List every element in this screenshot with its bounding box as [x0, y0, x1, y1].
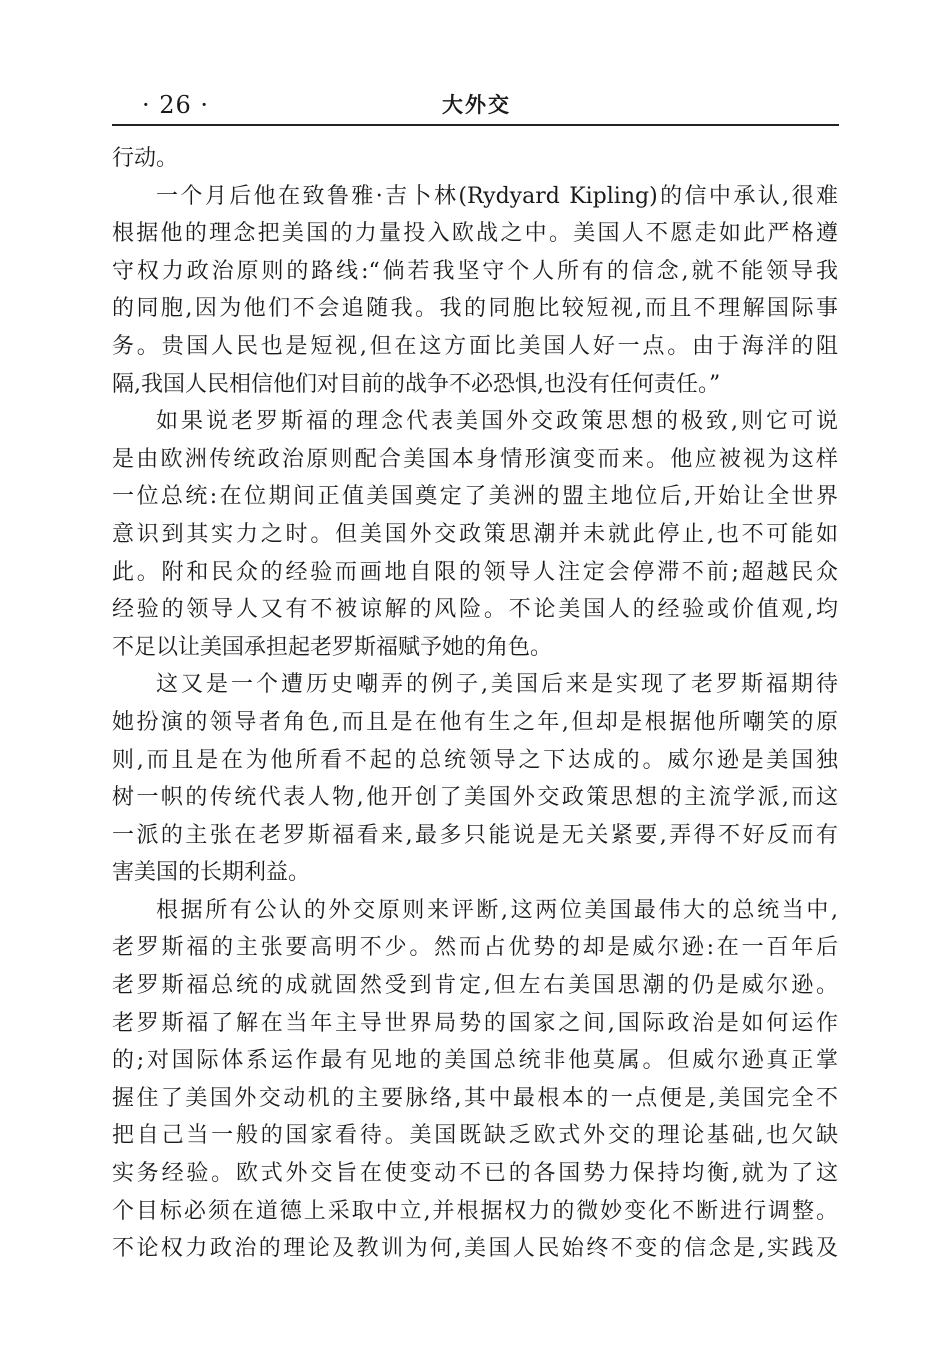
text-line: 务。贵国人民也是短视,但在这方面比美国人好一点。由于海洋的阻	[112, 333, 838, 359]
text-line: 根据所有公认的外交原则来评断,这两位美国最伟大的总统当中,	[156, 897, 838, 923]
text-line: 隔,我国人民相信他们对目前的战争不必恐惧,也没有任何责任。”	[112, 371, 721, 397]
text-line: 行动。	[112, 146, 179, 171]
text-line: 一个月后他在致鲁雅·吉卜林(Rydyard Kipling)的信中承认,很难	[156, 183, 838, 209]
text-line: 的;对国际体系运作最有见地的美国总统非他莫属。但威尔逊真正掌	[112, 1048, 838, 1074]
text-line: 守权力政治原则的路线:“倘若我坚守个人所有的信念,就不能领导我	[112, 258, 838, 284]
text-line: 则,而且是在为他所看不起的总统领导之下达成的。威尔逊是美国独	[112, 747, 838, 773]
body-text	[112, 140, 838, 1268]
text-line: 一派的主张在老罗斯福看来,最多只能说是无关紧要,弄得不好反而有	[112, 822, 838, 848]
text-line: 实务经验。欧式外交旨在使变动不已的各国势力保持均衡,就为了这	[112, 1161, 838, 1187]
text-line: 老罗斯福的主张要高明不少。然而占优势的却是威尔逊:在一百年后	[112, 935, 838, 961]
text-line: 的同胞,因为他们不会追随我。我的同胞比较短视,而且不理解国际事	[112, 296, 838, 322]
text-line: 这又是一个遭历史嘲弄的例子,美国后来是实现了老罗斯福期待	[156, 672, 838, 698]
text-line: 握住了美国外交动机的主要脉络,其中最根本的一点便是,美国完全不	[112, 1085, 838, 1111]
text-line: 是由欧洲传统政治原则配合美国本身情形演变而来。他应被视为这样	[112, 446, 838, 472]
text-line: 把自己当一般的国家看待。美国既缺乏欧式外交的理论基础,也欠缺	[112, 1123, 838, 1149]
text-line: 老罗斯福了解在当年主导世界局势的国家之间,国际政治是如何运作	[112, 1010, 838, 1036]
header-rule	[112, 124, 839, 126]
text-line: 不论权力政治的理论及教训为何,美国人民始终不变的信念是,实践及	[112, 1236, 838, 1262]
text-line: 此。附和民众的经验而画地自限的领导人注定会停滞不前;超越民众	[112, 559, 838, 585]
page-header	[112, 88, 838, 122]
text-line: 一位总统:在位期间正值美国奠定了美洲的盟主地位后,开始让全世界	[112, 484, 838, 510]
text-line: 老罗斯福总统的成就固然受到肯定,但左右美国思潮的仍是威尔逊。	[112, 973, 838, 999]
text-line: 如果说老罗斯福的理念代表美国外交政策思想的极致,则它可说	[156, 409, 838, 435]
text-line: 害美国的长期利益。	[112, 860, 311, 886]
text-line: 她扮演的领导者角色,而且是在他有生之年,但却是根据他所嘲笑的原	[112, 709, 838, 735]
text-line: 不足以让美国承担起老罗斯福赋予她的角色。	[112, 634, 553, 660]
text-line: 经验的领导人又有不被谅解的风险。不论美国人的经验或价值观,均	[112, 597, 838, 623]
running-title: 大外交	[442, 92, 511, 117]
page-number: · 26 ·	[142, 91, 210, 119]
text-line: 根据他的理念把美国的力量投入欧战之中。美国人不愿走如此严格遵	[112, 221, 838, 247]
text-line: 个目标必须在道德上采取中立,并根据权力的微妙变化不断进行调整。	[112, 1198, 838, 1224]
text-line: 树一帜的传统代表人物,他开创了美国外交政策思想的主流学派,而这	[112, 785, 838, 811]
text-line: 意识到其实力之时。但美国外交政策思潮并未就此停止,也不可能如	[112, 521, 838, 547]
